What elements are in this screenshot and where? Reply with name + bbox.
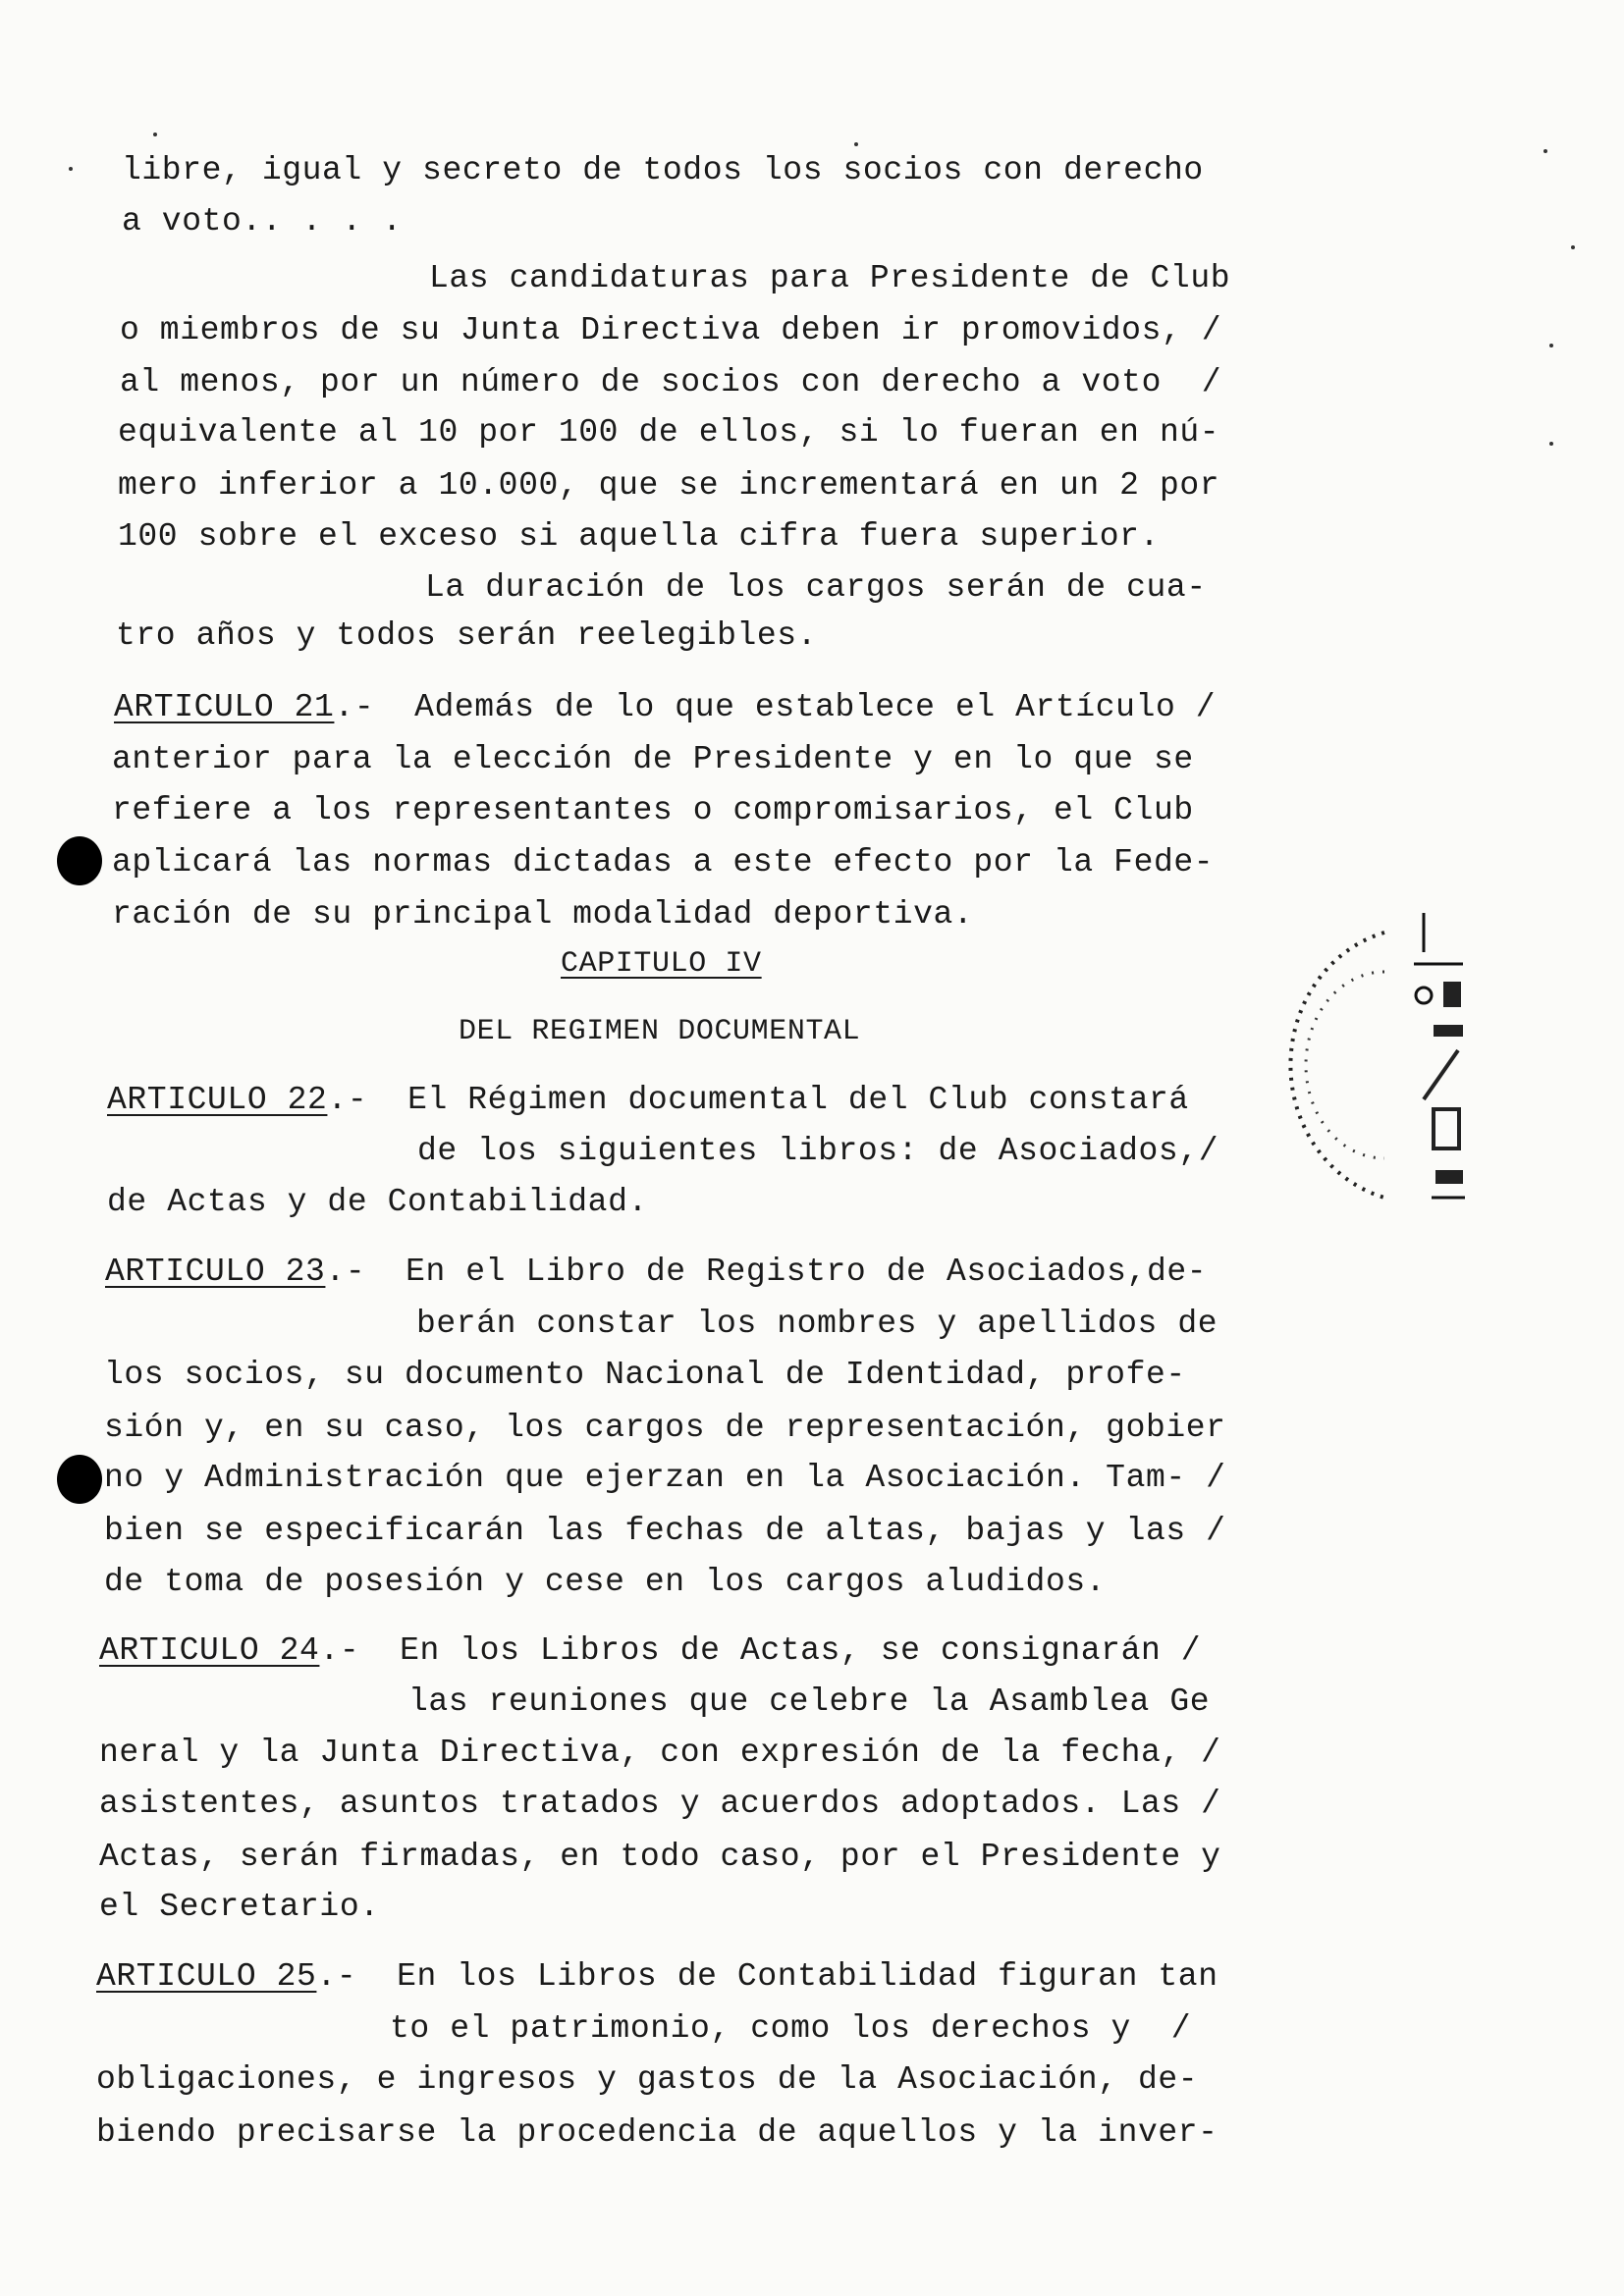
text-line: de Actas y de Contabilidad. <box>107 1184 648 1220</box>
article-22-first-line <box>107 1081 1189 1120</box>
text-line: asistentes, asuntos tratados y acuerdos adoptados. Las / <box>99 1786 1221 1822</box>
text-line: En los Libros de Actas, se consignarán / <box>400 1632 1202 1669</box>
text-line: Las candidaturas para Presidente de Club <box>429 260 1231 296</box>
text-line: o miembros de su Junta Directiva deben ir promovidos, / <box>120 312 1222 348</box>
text-line: sión y, en su caso, los cargos de representación, gobier <box>104 1410 1226 1446</box>
article-dash: .- <box>325 1254 366 1290</box>
article-dash: .- <box>316 1958 357 1995</box>
text-line: a voto.. . . . <box>122 203 403 240</box>
text-line: berán constar los nombres y apellidos de <box>416 1306 1218 1342</box>
text-line: Actas, serán firmadas, en todo caso, por el Presidente y <box>99 1839 1221 1875</box>
speck <box>1543 149 1547 153</box>
text-line: Además de lo que establece el Artículo / <box>414 689 1217 725</box>
article-dash: .- <box>334 689 375 725</box>
text-line: no y Administración que ejerzan en la Asociación. Tam- / <box>104 1460 1226 1496</box>
text-line: al menos, por un número de socios con derecho a voto / <box>120 364 1222 400</box>
text-line: neral y la Junta Directiva, con expresión de la fecha, / <box>99 1735 1221 1771</box>
speck <box>854 142 858 146</box>
text-line: de los siguientes libros: de Asociados,/ <box>417 1133 1219 1169</box>
text-line: En el Libro de Registro de Asociados,de- <box>406 1254 1208 1290</box>
speck <box>153 133 157 136</box>
article-heading: ARTICULO 23 <box>105 1254 326 1290</box>
article-dash: .- <box>319 1632 360 1669</box>
article-heading: ARTICULO 22 <box>107 1082 328 1118</box>
text-line: 100 sobre el exceso si aquella cifra fuera superior. <box>118 518 1160 555</box>
article-21-first-line <box>114 688 1216 727</box>
speck <box>1549 344 1553 347</box>
punch-hole <box>57 1455 102 1504</box>
text-line: de toma de posesión y cese en los cargos aludidos. <box>104 1564 1107 1600</box>
speck <box>69 167 73 171</box>
text-line: refiere a los representantes o compromisarios, el Club <box>112 792 1194 828</box>
article-heading: ARTICULO 24 <box>99 1632 320 1669</box>
text-line: equivalente al 10 por 100 de ellos, si lo fueran en nú- <box>118 414 1220 451</box>
text-line: obligaciones, e ingresos y gastos de la Asociación, de- <box>96 2061 1199 2098</box>
punch-hole <box>57 836 102 885</box>
text-line: biendo precisarse la procedencia de aquellos y la inver- <box>96 2114 1218 2151</box>
chapter-title: CAPITULO IV <box>561 947 762 981</box>
text-line: anterior para la elección de Presidente y en lo que se <box>112 741 1194 777</box>
chapter-subtitle: DEL REGIMEN DOCUMENTAL <box>459 1015 861 1048</box>
article-23-first-line <box>105 1253 1207 1292</box>
speck <box>1571 245 1575 249</box>
article-heading: ARTICULO 25 <box>96 1958 317 1995</box>
article-24-first-line <box>99 1631 1201 1671</box>
article-heading: ARTICULO 21 <box>114 689 335 725</box>
text-line: tro años y todos serán reelegibles. <box>116 617 818 654</box>
text-line: las reuniones que celebre la Asamblea Ge <box>408 1683 1211 1720</box>
text-line: ración de su principal modalidad deportiva. <box>112 896 974 933</box>
text-line: La duración de los cargos serán de cua- <box>425 569 1207 606</box>
text-line: bien se especificarán las fechas de altas, bajas y las / <box>104 1513 1226 1549</box>
text-line: to el patrimonio, como los derechos y / <box>390 2010 1192 2047</box>
text-line: aplicará las normas dictadas a este efecto por la Fede- <box>112 844 1215 881</box>
article-25-first-line <box>96 1957 1218 1997</box>
speck <box>1549 442 1553 446</box>
article-dash: .- <box>327 1082 368 1118</box>
text-line: En los Libros de Contabilidad figuran tan <box>397 1958 1218 1995</box>
text-line: mero inferior a 10.000, que se incrementará en un 2 por <box>118 467 1220 504</box>
text-line: los socios, su documento Nacional de Identidad, profe- <box>104 1357 1186 1393</box>
text-line: libre, igual y secreto de todos los socios con derecho <box>122 152 1204 188</box>
official-stamp-icon <box>1276 913 1473 1217</box>
text-line: el Secretario. <box>99 1889 380 1925</box>
text-line: El Régimen documental del Club constará <box>407 1082 1189 1118</box>
